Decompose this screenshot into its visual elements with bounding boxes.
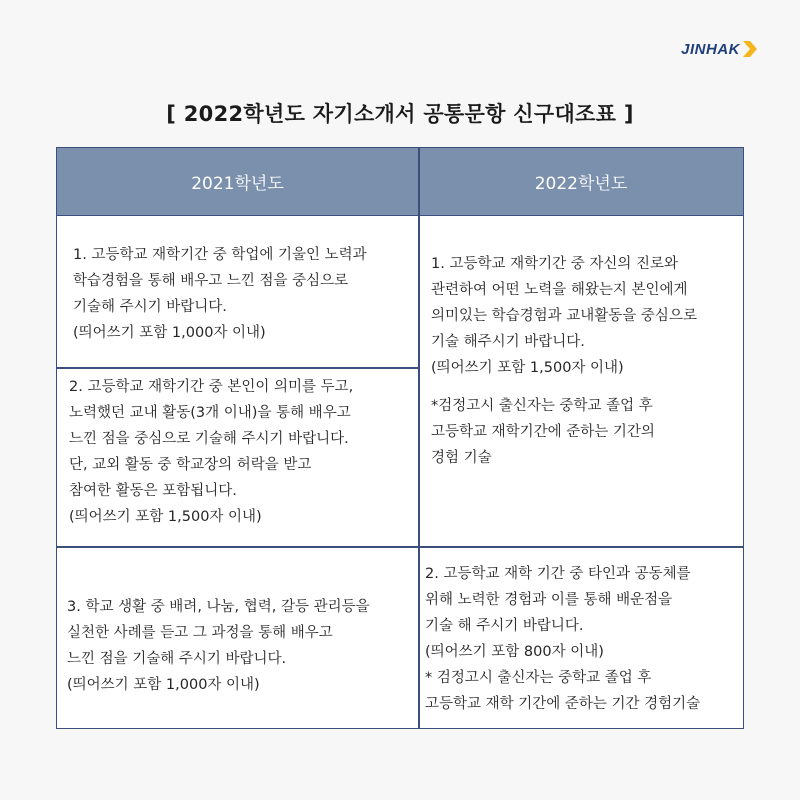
text-line: (띄어쓰기 포함 1,500자 이내) (431, 360, 624, 376)
column-header-2021: 2021학년도 (191, 173, 284, 194)
text-line: 고등학교 재학 기간에 준하는 기간 경험기술 (425, 696, 701, 712)
text-line: 1. 고등학교 재학기간 중 학업에 기울인 노력과 (73, 247, 367, 263)
text-line: (띄어쓰기 포함 800자 이내) (425, 644, 604, 660)
cell-2021-item-2 (69, 374, 414, 530)
text-line: 위해 노력한 경험과 이를 통해 배운점을 (425, 592, 673, 608)
text-line: 학습경험을 통해 배우고 느낀 점을 중심으로 (73, 273, 349, 289)
text-line: 3. 학교 생활 중 배려, 나눔, 협력, 갈등 관리등을 (67, 599, 370, 615)
text-line: 기술 해 주시기 바랍니다. (425, 618, 584, 634)
row-divider-left-1 (57, 367, 418, 369)
cell-2022-item-2 (425, 561, 743, 717)
text-line: (띄어쓰기 포함 1,000자 이내) (73, 325, 266, 341)
column-header-2022: 2022학년도 (534, 173, 628, 194)
text-line: 2. 고등학교 재학 기간 중 타인과 공동체를 (425, 566, 691, 582)
text-line: 실천한 사례를 듣고 그 과정을 통해 배우고 (67, 625, 333, 641)
column-divider (418, 148, 420, 728)
text-line: 경험 기술 (431, 450, 492, 466)
text-line: 느낀 점을 중심으로 기술해 주시기 바랍니다. (69, 431, 349, 447)
text-line: 노력했던 교내 활동(3개 이내)을 통해 배우고 (69, 405, 351, 421)
text-line: 2. 고등학교 재학기간 중 본인이 의미를 두고, (69, 379, 354, 395)
text-line: * 검정고시 출신자는 중학교 졸업 후 (425, 670, 652, 686)
text-line: 1. 고등학교 재학기간 중 자신의 진로와 (431, 256, 678, 272)
text-line: 참여한 활동은 포함됩니다. (69, 483, 237, 499)
text-line: *검정고시 출신자는 중학교 졸업 후 (431, 398, 653, 414)
cell-2022-item-1 (431, 251, 741, 471)
chevron-right-icon (742, 40, 758, 58)
cell-2021-item-1 (73, 242, 413, 346)
text-line: 느낀 점을 기술해 주시기 바랍니다. (67, 651, 287, 667)
table-header (57, 148, 743, 216)
cell-2021-item-3 (67, 594, 415, 698)
jinhak-logo (681, 40, 758, 58)
row-divider-main (57, 546, 743, 548)
logo-text: JINHAK (681, 40, 740, 58)
text-line: 기술해 주시기 바랍니다. (73, 299, 227, 315)
text-line: 고등학교 재학기간에 준하는 기간의 (431, 424, 655, 440)
text-line (431, 381, 741, 393)
text-line: 단, 교외 활동 중 학교장의 허락을 받고 (69, 457, 312, 473)
comparison-table (56, 147, 744, 729)
text-line: (띄어쓰기 포함 1,500자 이내) (69, 509, 262, 525)
text-line: 의미있는 학습경험과 교내활동을 중심으로 (431, 308, 697, 324)
text-line: (띄어쓰기 포함 1,000자 이내) (67, 677, 260, 693)
text-line: 기술 해주시기 바랍니다. (431, 334, 585, 350)
text-line: 관련하여 어떤 노력을 해왔는지 본인에게 (431, 282, 688, 298)
page-title: [ 2022학년도 자기소개서 공통문항 신구대조표 ] (166, 102, 634, 126)
